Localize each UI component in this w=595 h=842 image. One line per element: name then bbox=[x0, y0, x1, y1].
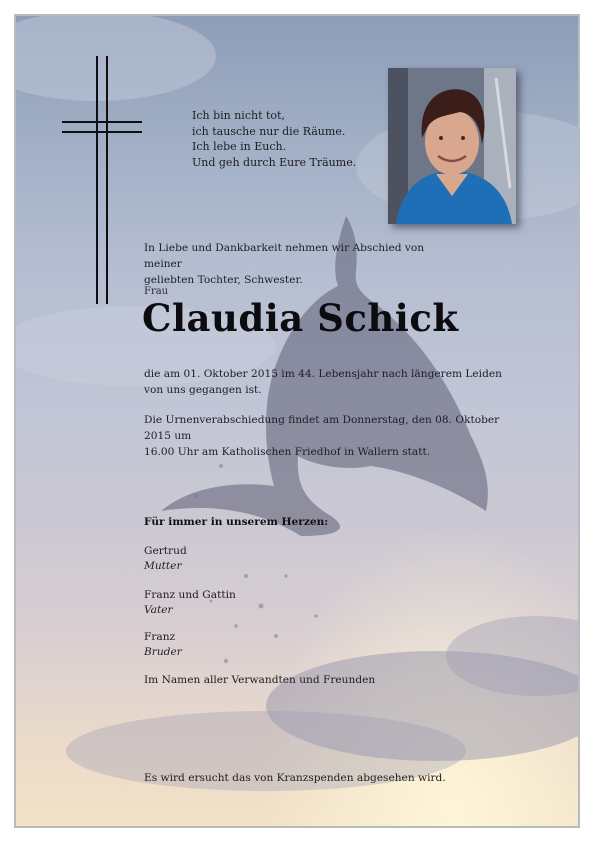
funeral-details: Die Urnenverabschiedung findet am Donnerstag, den 08. Oktober 2015 um 16.00 Uhr am Katholischen Friedhof in Wallern statt. bbox=[144, 414, 500, 458]
cross-icon bbox=[60, 54, 144, 306]
death-notice: die am 01. Oktober 2015 im 44. Lebensjahr nach längerem Leiden von uns gegangen ist. bbox=[144, 368, 502, 396]
portrait-photo bbox=[388, 68, 516, 224]
mourner-name: Gertrud bbox=[144, 545, 187, 557]
mourner-name: Franz bbox=[144, 631, 176, 643]
mourner-name: Franz und Gattin bbox=[144, 589, 236, 601]
mourner-entry bbox=[144, 630, 182, 660]
mourner-relation: Vater bbox=[144, 604, 173, 616]
name-prefix: Frau bbox=[144, 286, 169, 297]
footer-note: Es wird ersucht das von Kranzspenden abgesehen wird. bbox=[144, 772, 446, 784]
closing-line: Im Namen aller Verwandten und Freunden bbox=[144, 674, 376, 686]
mourner-entry bbox=[144, 588, 236, 618]
obituary-page bbox=[14, 14, 580, 828]
deceased-name: Claudia Schick bbox=[142, 296, 459, 340]
mourners-heading: Für immer in unserem Herzen: bbox=[144, 516, 329, 528]
mourner-relation: Mutter bbox=[144, 560, 182, 572]
poem: Ich bin nicht tot, ich tausche nur die Räume. Ich lebe in Euch. Und geh durch Eure Träume. bbox=[192, 109, 357, 169]
mourner-entry bbox=[144, 544, 187, 574]
mourner-relation: Bruder bbox=[144, 646, 182, 658]
intro-text: In Liebe und Dankbarkeit nehmen wir Abschied von meiner geliebten Tochter, Schwester. bbox=[144, 242, 425, 286]
